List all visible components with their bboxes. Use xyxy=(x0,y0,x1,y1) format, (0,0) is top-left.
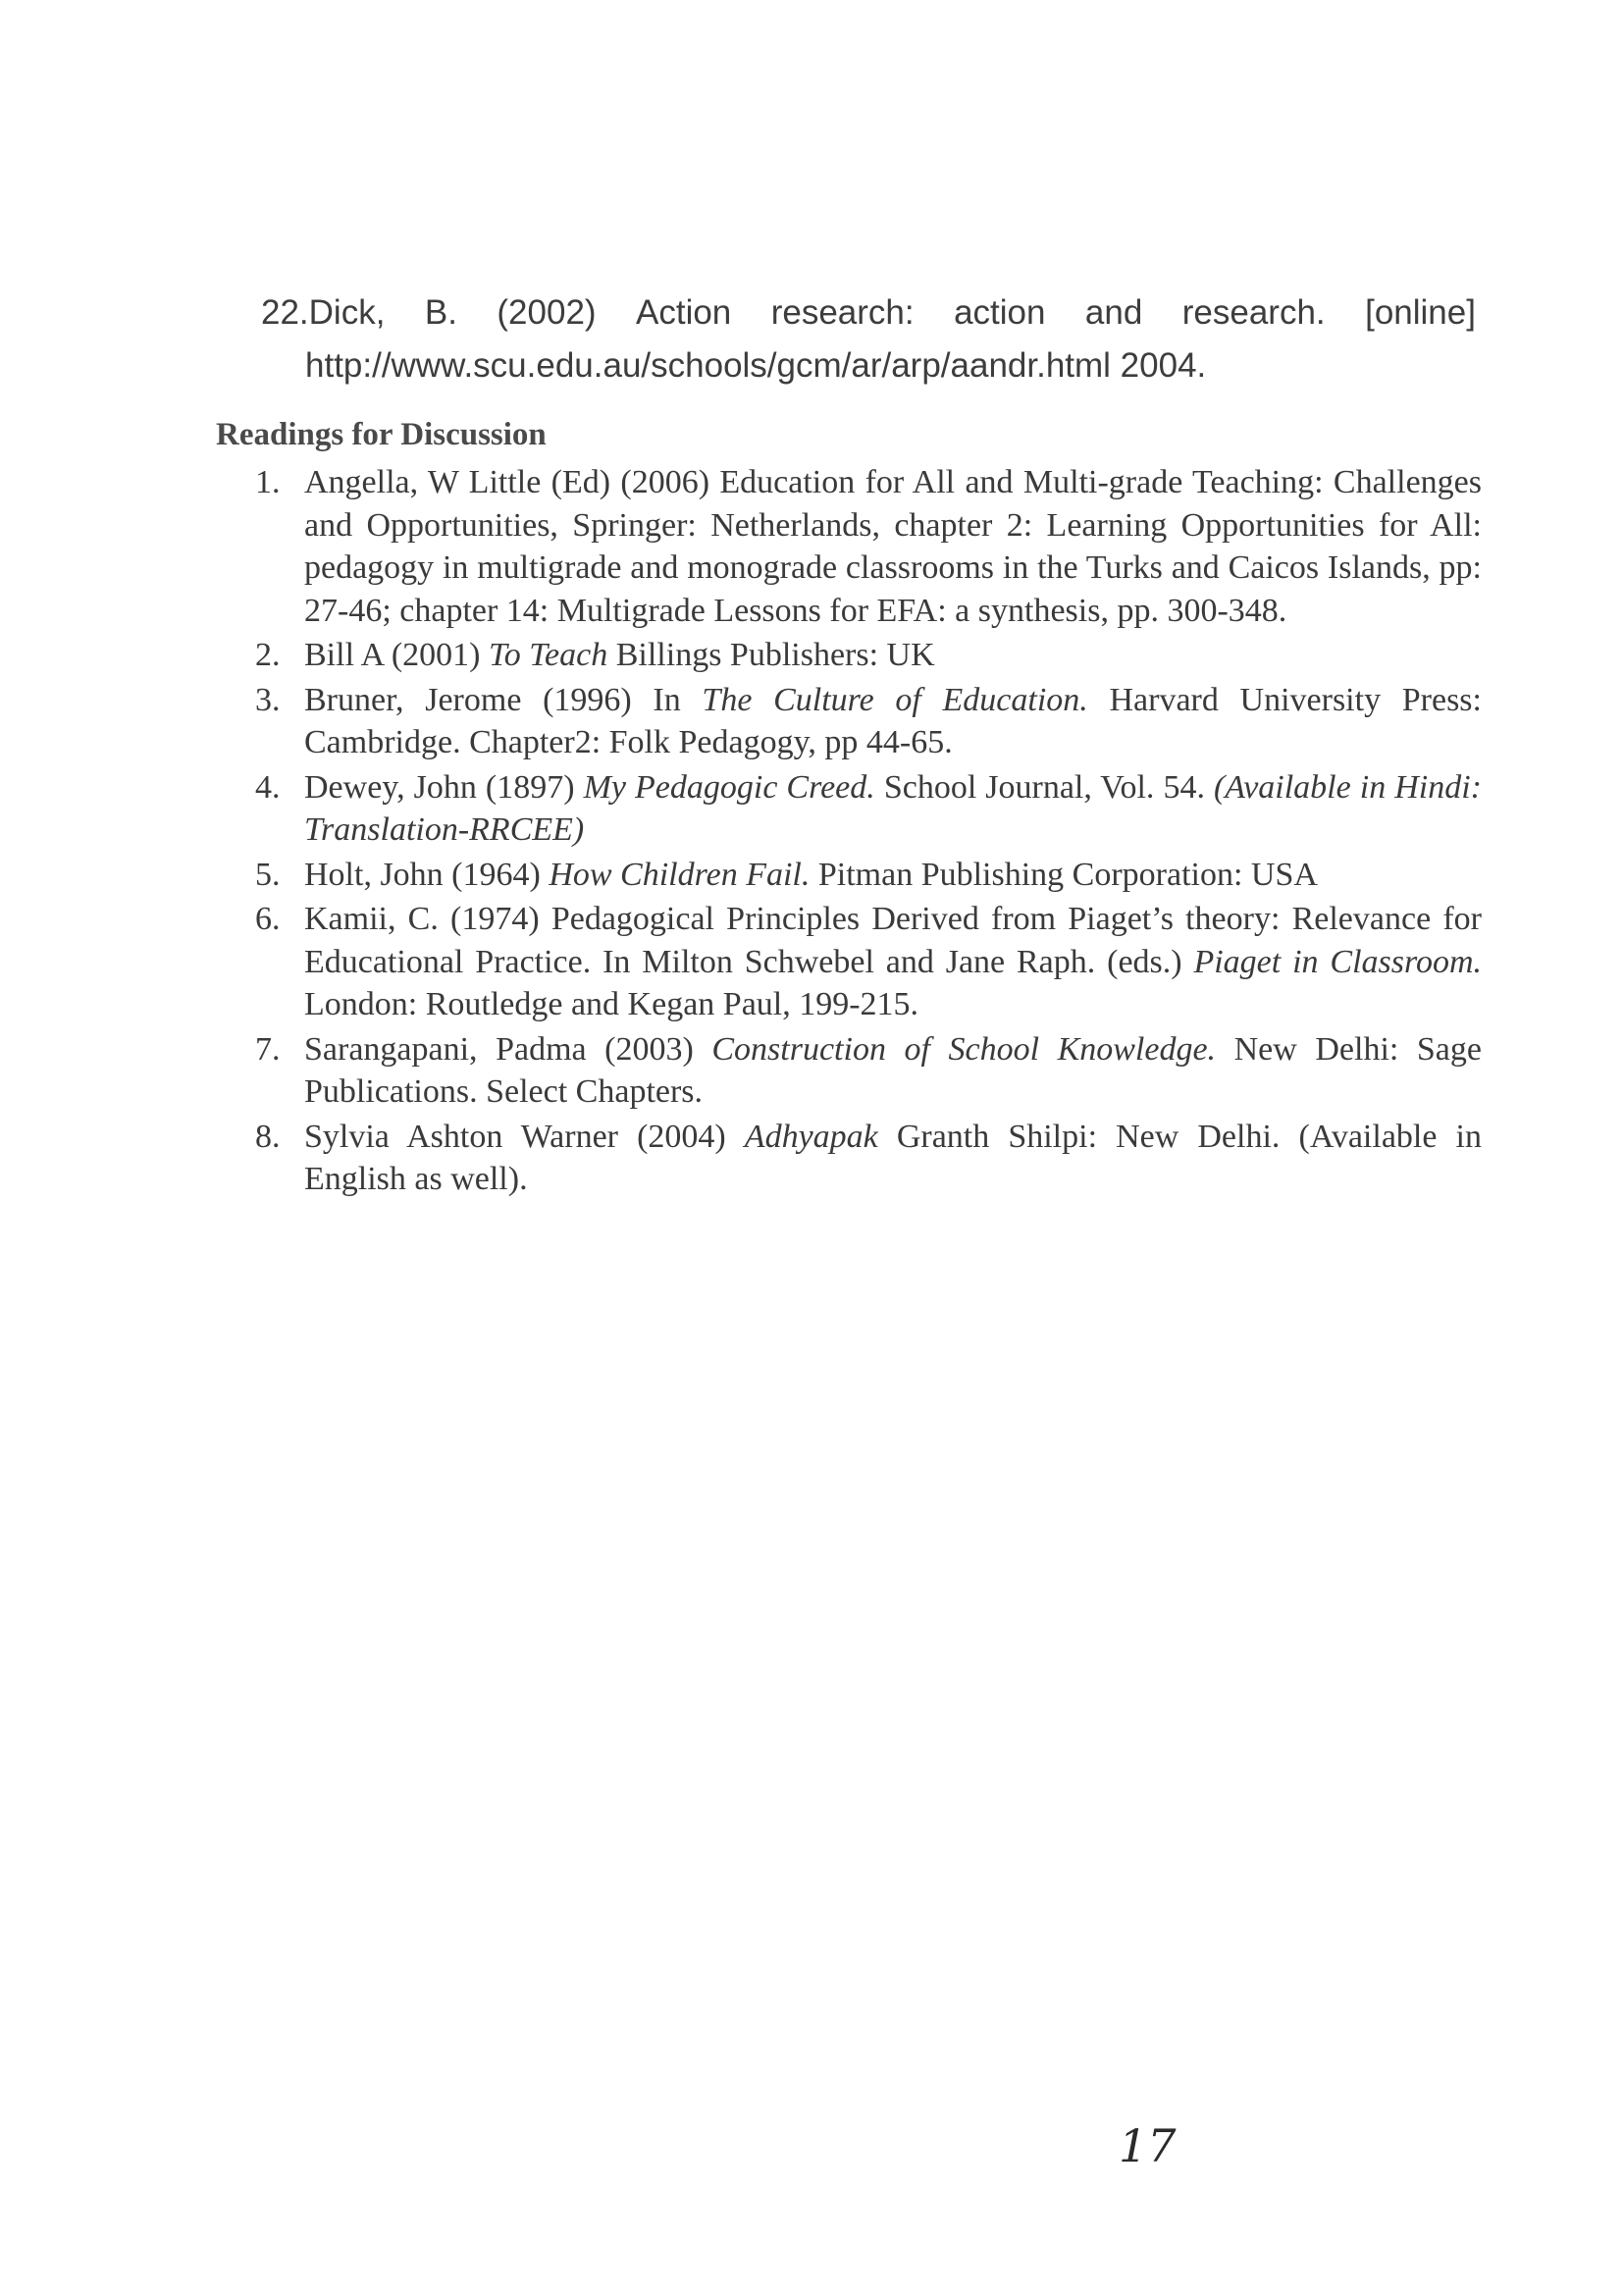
ref22-word: B. xyxy=(424,293,457,332)
ref22-word: 22.Dick, xyxy=(261,293,386,332)
reading-title: To Teach xyxy=(488,637,608,673)
reading-number: 7. xyxy=(255,1030,281,1068)
reading-number: 5. xyxy=(255,856,281,893)
reading-text: London: Routledge and Kegan Paul, 199-215. xyxy=(304,986,919,1022)
reading-text: Sarangapani, Padma (2003) xyxy=(304,1030,712,1068)
reading-number: 2. xyxy=(255,637,281,673)
reading-text: Pitman Publishing Corporation: USA xyxy=(810,856,1318,893)
ref22-word: and xyxy=(1084,293,1143,332)
reading-title: Construction of School Knowledge. xyxy=(711,1030,1217,1068)
ref22-word: action xyxy=(954,293,1046,332)
reading-text: Holt, John (1964) xyxy=(304,856,550,893)
reading-title: The Culture of Education. xyxy=(702,681,1088,718)
reading-item xyxy=(255,1116,1482,1201)
reading-text: Sylvia Ashton Warner (2004) xyxy=(304,1118,745,1155)
reading-item xyxy=(255,898,1482,1026)
reading-text: Billings Publishers: UK xyxy=(607,637,935,673)
reading-text: New Delhi: Sage Publications. Select Chapters. xyxy=(304,1030,1482,1110)
reading-number: 1. xyxy=(255,464,281,500)
reading-title: Adhyapak xyxy=(744,1118,878,1155)
reading-text: School Journal, Vol. 54. xyxy=(874,768,1214,806)
section-heading: Readings for Discussion xyxy=(216,417,547,452)
reading-text: Dewey, John (1897) xyxy=(304,768,584,806)
reading-item xyxy=(255,679,1482,764)
reading-text: Harvard University Press: Cambridge. Chapter2: Folk Pedagogy, pp 44-65. xyxy=(304,681,1482,760)
reading-item xyxy=(255,1028,1482,1114)
reading-item xyxy=(255,854,1482,897)
reference-22-line-1 xyxy=(261,287,1476,339)
reading-number: 6. xyxy=(255,901,281,937)
reading-item xyxy=(255,766,1482,852)
reference-22 xyxy=(261,287,1476,392)
reading-title: My Pedagogic Creed. xyxy=(583,768,875,806)
reading-number: 3. xyxy=(255,681,281,718)
ref22-word: research. xyxy=(1181,293,1326,332)
reading-item xyxy=(255,461,1482,632)
readings-list xyxy=(255,461,1482,1203)
ref22-word: Action xyxy=(636,293,732,332)
reading-number: 8. xyxy=(255,1118,281,1155)
reading-title: Piaget in Classroom. xyxy=(1193,943,1483,980)
reading-text: Bruner, Jerome (1996) In xyxy=(304,681,703,718)
ref22-word: [online] xyxy=(1365,293,1476,332)
reading-number: 4. xyxy=(255,768,281,806)
ref22-word: research: xyxy=(770,293,915,332)
page-number: 17 xyxy=(1119,2119,1177,2172)
reading-note: (Available in Hindi: Translation-RRCEE) xyxy=(304,768,1482,848)
reading-text: Kamii, C. (1974) Pedagogical Principles Derived from Piaget’s theory: Relevance for Educational Practice. In Milton Schwebel and Jane Raph. (eds.) xyxy=(304,901,1482,980)
reference-22-url: http://www.scu.edu.au/schools/gcm/ar/arp/aandr.html 2004. xyxy=(305,346,1207,385)
reading-title: How Children Fail. xyxy=(549,856,811,893)
reading-text: Angella, W Little (Ed) (2006) Education for All and Multi-grade Teaching: Challenges and Opportunities, Springer: Netherlands, chapter 2: Learning Opportunities for All: pedagogy in multigrade and monograde classrooms in the Turks and Caicos Islands, pp: 27-46; chapter 14: Multigrade Lessons for EFA: a synthesis, pp. 300-348. xyxy=(304,464,1482,629)
ref22-word: (2002) xyxy=(497,293,597,332)
reading-text: Bill A (2001) xyxy=(304,637,489,673)
reading-text: Granth Shilpi: New Delhi. (Available in English as well). xyxy=(304,1118,1482,1197)
reading-item xyxy=(255,634,1482,677)
